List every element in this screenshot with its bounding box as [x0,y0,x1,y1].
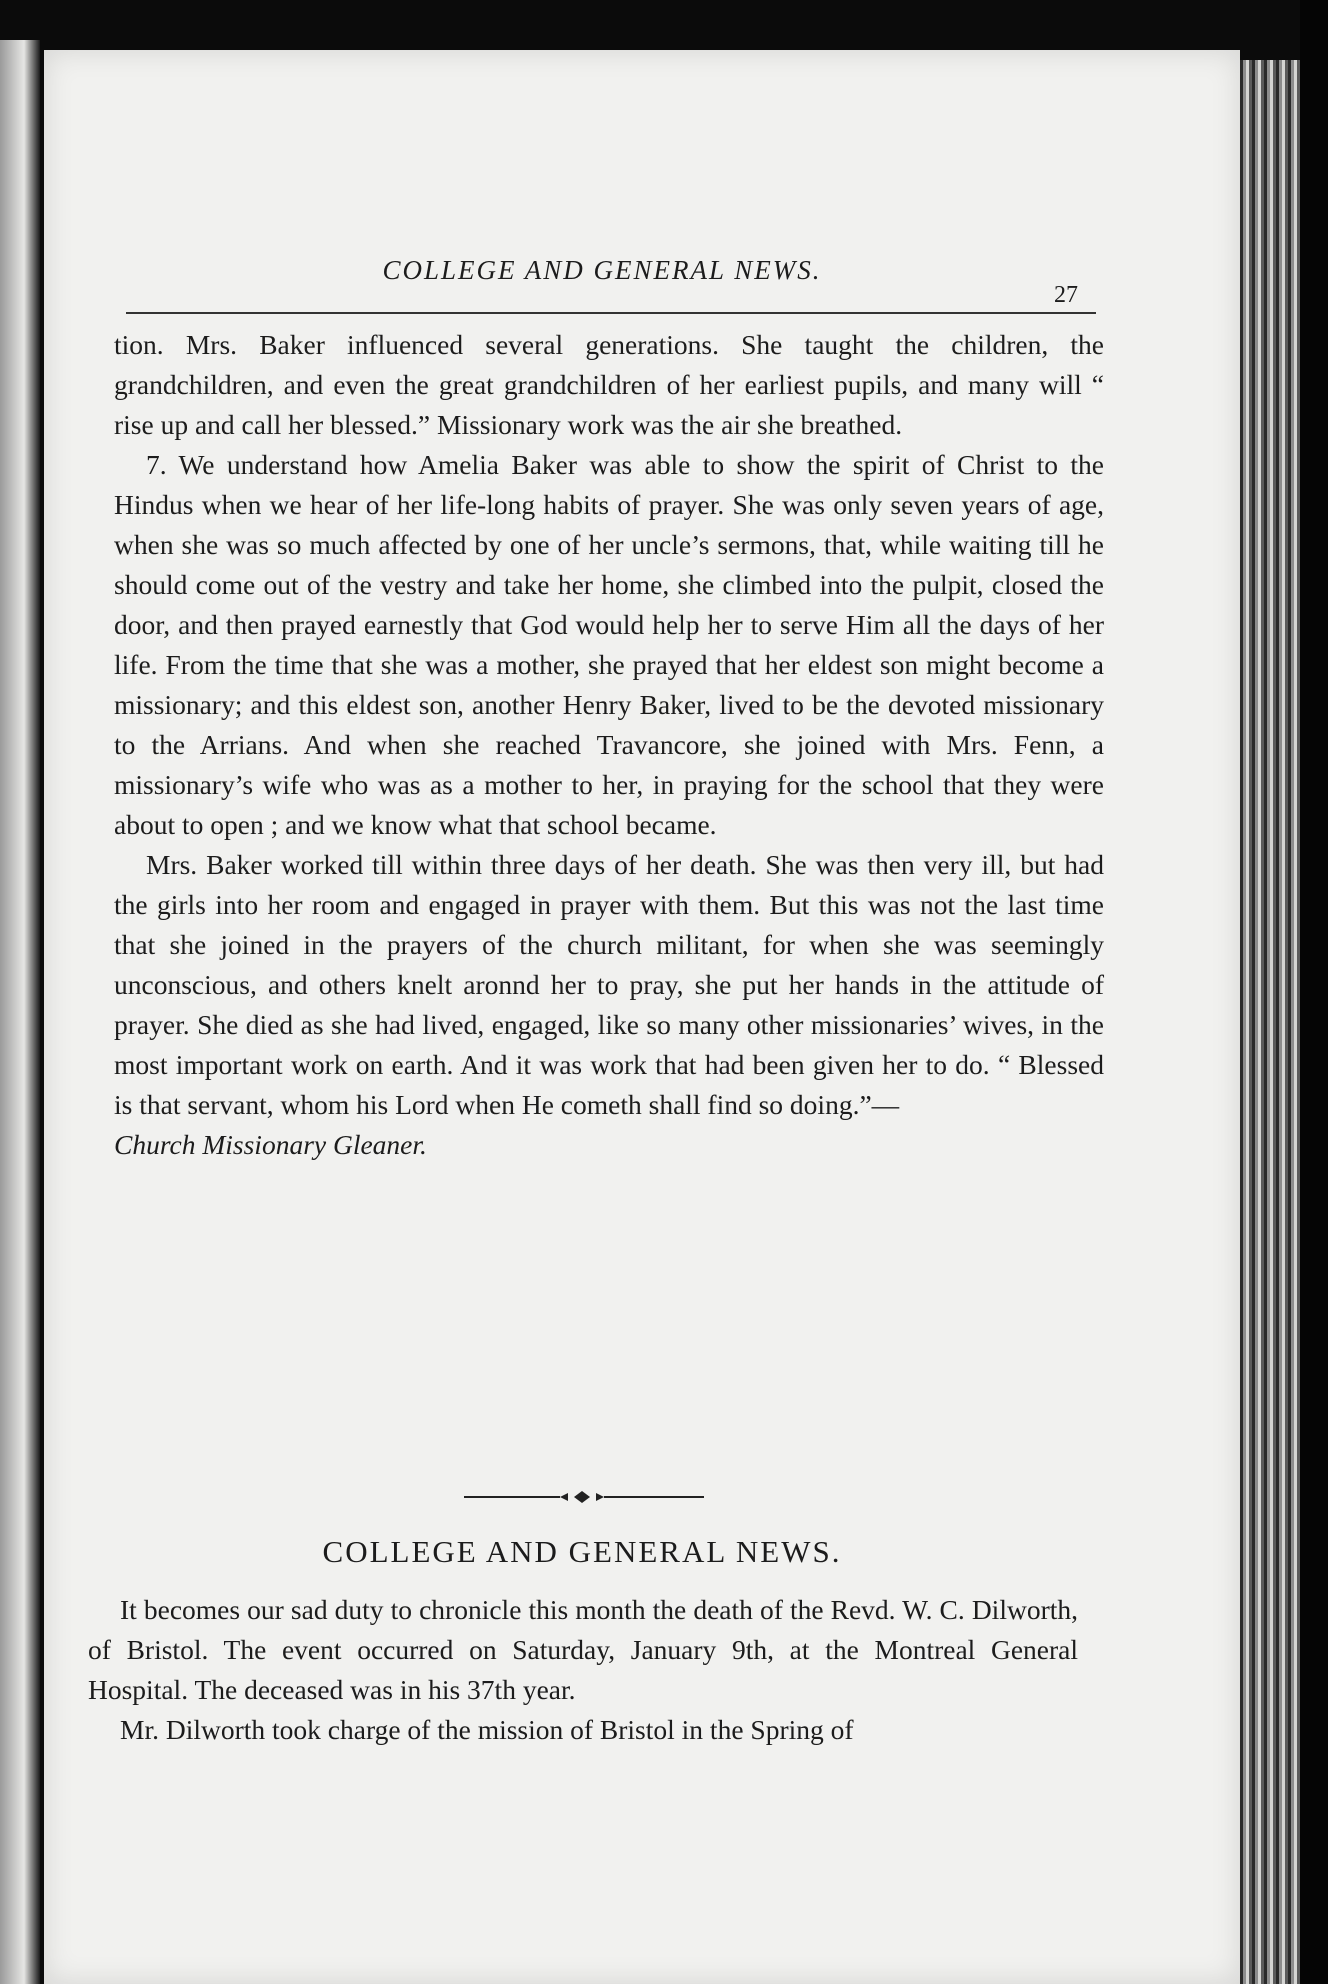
article-paragraph-3-text: Mrs. Baker worked till within three days of her death. She was then very ill, but had the girls into her room and engaged in prayer with them. But this was not the last time that she joined in the prayers of the church militant, for when she was seemingly unconscious, and others knelt aronnd her to pray, she put her hands in the attitude of prayer. She died as she had lived, engaged, like so many other missionaries’ wives, in the most important work on earth. And it was work that had been given her to do. “ Blessed is that servant, whom his Lord when He cometh shall find so doing.”— [114,849,1104,1120]
section-heading: COLLEGE AND GENERAL NEWS. [322,1534,842,1569]
page-number: 27 [1054,282,1078,308]
news-paragraph-1: It becomes our sad duty to chronicle this month the death of the Revd. W. C. Dilworth, of Bristol. The event occurred on Saturday, January 9th, at the Montreal General Hospital. The deceased was in his 37th year. [88,1594,1078,1705]
section-divider-ornament [464,1490,704,1504]
book-page [44,50,1240,1984]
running-head: COLLEGE AND GENERAL NEWS. [382,255,822,285]
news-paragraph-2: Mr. Dilworth took charge of the mission of Bristol in the Spring of [120,1714,854,1745]
article-paragraph-2: 7. We understand how Amelia Baker was able to show the spirit of Christ to the Hindus when we hear of her life-long habits of prayer. She was only seven years of age, when she was so much affected by one of her uncle’s sermons, that, while waiting till he should come out of the vestry and take her home, she climbed into the pulpit, closed the door, and then prayed earnestly that God would help her to serve Him all the days of her life. From the time that she was a mother, she prayed that her eldest son might become a missionary; and this eldest son, another Henry Baker, lived to be the devoted missionary to the Arrians. And when she reached Travancore, she joined with Mrs. Fenn, a missionary’s wife who was as a mother to her, in praying for the school that they were about to open ; and we know what that school became. [114,449,1104,840]
article-source: Church Missionary Gleaner. [114,1129,427,1160]
left-page-edge [0,40,40,1984]
article-paragraph-3 [114,845,1104,1165]
scan-background [1300,0,1328,1984]
article-body [114,325,1104,1165]
article-paragraph-1: tion. Mrs. Baker influenced several generations. She taught the children, the grandchildren, and even the great grandchildren of her earliest pupils, and many will “ rise up and call her blessed.” Missionary work was the air she breathed. [114,329,1104,440]
news-body [88,1590,1078,1750]
header-rule [126,312,1096,314]
